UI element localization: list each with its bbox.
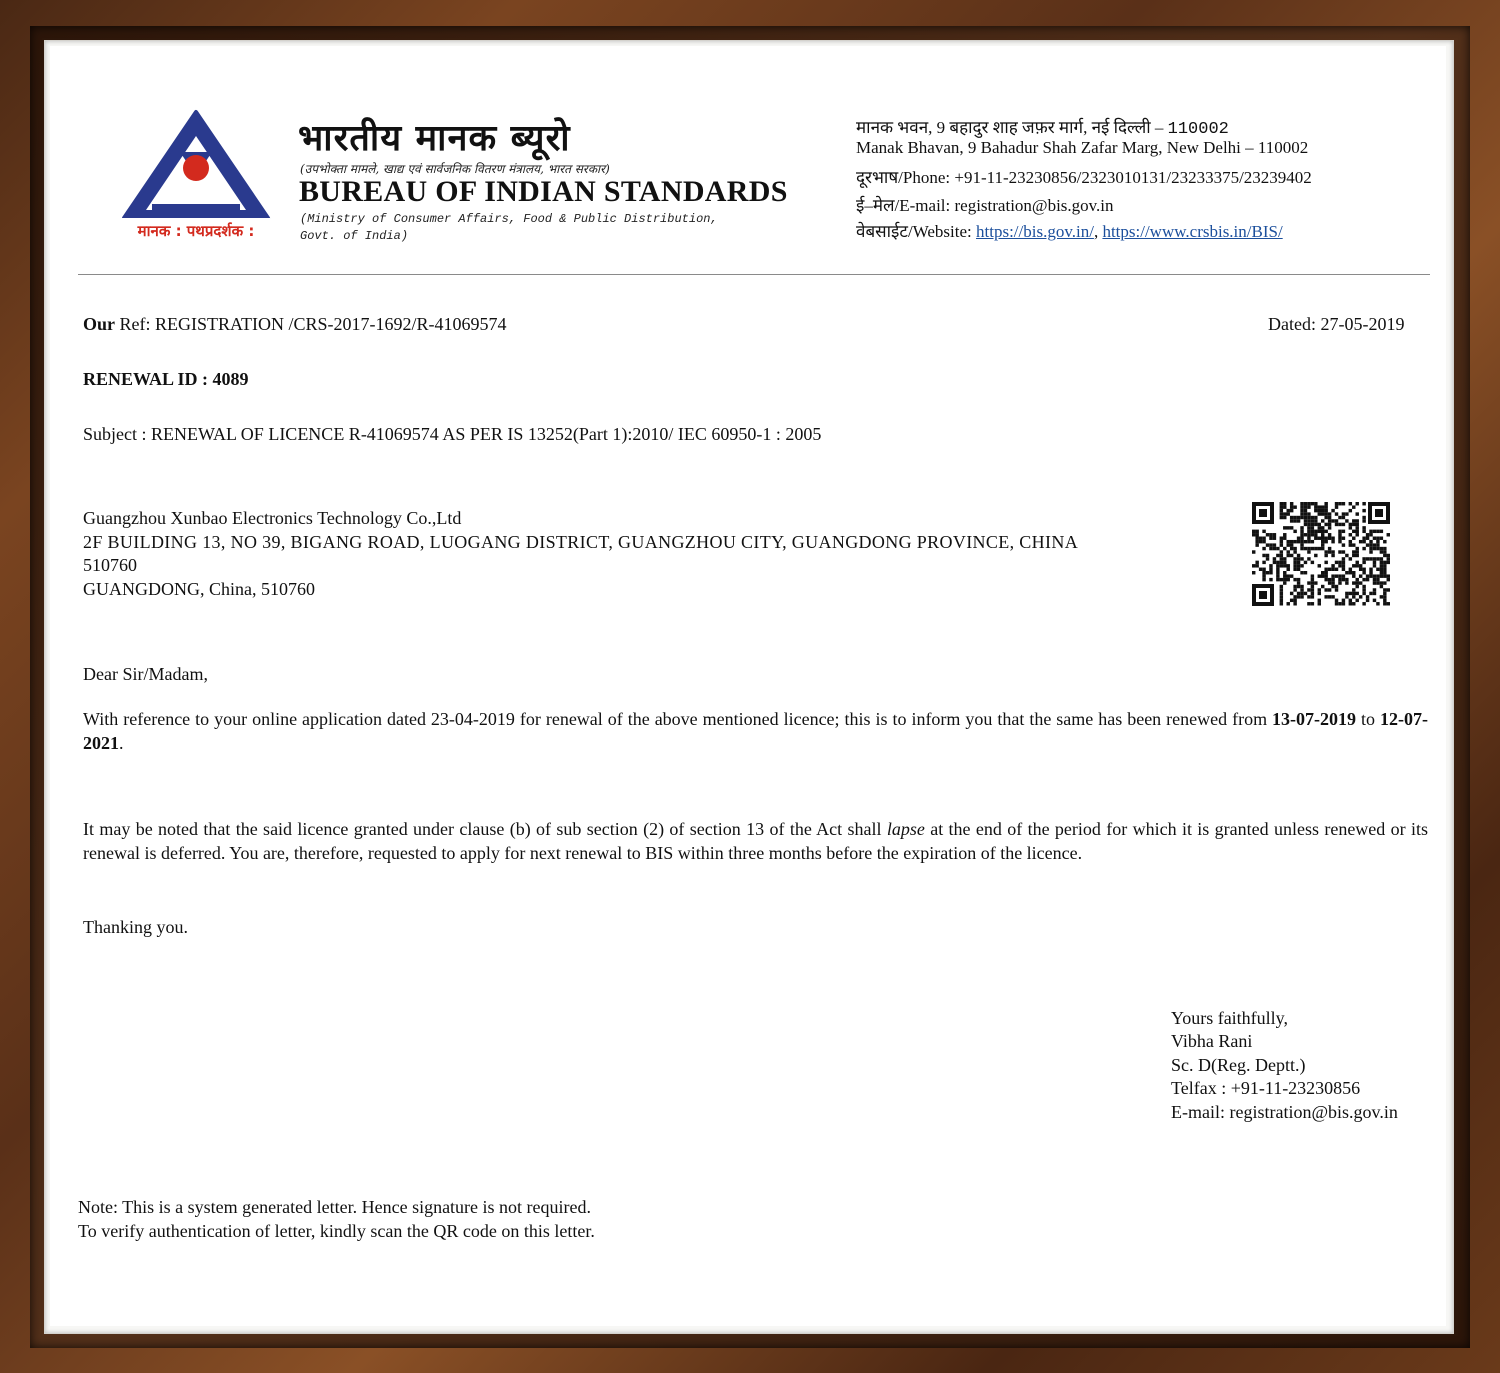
paragraph-lapse-text-2: at the end of the period for which it is granted unless renewed or its renewal is deferred. You are, therefore, requested to apply for next renewal to BIS within three months before the expiration of the licence. (83, 819, 1429, 863)
recipient-address-line1: 2F BUILDING 13, NO 39, BIGANG ROAD, LUOGANG DISTRICT, GUANGZHOU CITY, GUANGDONG PROVINCE, CHINA (83, 532, 1079, 552)
renewal-id: RENEWAL ID : 4089 (83, 369, 249, 389)
renewal-from-date: 13-07-2019 (1272, 709, 1357, 729)
website-link-bis[interactable]: https://bis.gov.in/ (976, 222, 1094, 241)
signatory-name: Vibha Rani (1171, 1031, 1253, 1051)
note-line-2: To verify authentication of letter, kindly scan the QR code on this letter. (78, 1221, 595, 1241)
email-line (856, 193, 1114, 216)
recipient-address-line3: GUANGDONG, China, 510760 (83, 579, 315, 599)
website-separator: , (1093, 222, 1103, 241)
phone-line (856, 165, 1312, 188)
logo-motto: मानक : पथप्रदर्शक : (137, 222, 255, 240)
paragraph-lapse-text-1: It may be noted that the said licence granted under clause (b) of sub section (2) of section 13 of the Act shall (83, 819, 887, 839)
renewal-to-date: 12-07-2021 (83, 709, 1428, 753)
renewal-to-word: to (1356, 709, 1380, 729)
website-line (856, 219, 1283, 242)
thanks-line: Thanking you. (83, 917, 188, 937)
lapse-word: lapse (886, 819, 925, 839)
header-divider (78, 274, 1430, 275)
letter-date: Dated: 27-05-2019 (1268, 314, 1405, 334)
note-line-1: Note: This is a system generated letter. Hence signature is not required. (78, 1197, 592, 1217)
salutation: Dear Sir/Madam, (83, 664, 208, 684)
reference-line (83, 314, 507, 335)
signatory-email: E-mail: registration@bis.gov.in (1171, 1102, 1398, 1122)
paragraph-lapse-notice (83, 817, 1428, 865)
ministry-line-1: (Ministry of Consumer Affairs, Food & Public Distribution, (300, 212, 718, 226)
bis-logo (120, 106, 272, 246)
address-hindi-pin: 110002 (1167, 120, 1229, 139)
ministry-english (300, 211, 718, 245)
recipient-company: Guangzhou Xunbao Electronics Technology Co.,Ltd (83, 508, 462, 528)
reference-our: Our (83, 314, 116, 334)
email-value: registration@bis.gov.in (954, 196, 1114, 215)
paragraph-renewal-text: With reference to your online application dated 23-04-2019 for renewal of the above mentioned licence; this is to inform you that the same has been renewed from (83, 709, 1273, 729)
phone-value: +91-11-23230856/2323010131/23233375/23239402 (954, 168, 1312, 187)
address-hindi-text: मानक भवन, 9 बहादुर शाह जफ़र मार्ग, नई दिल्ली – (856, 118, 1168, 137)
org-name-english: BUREAU OF INDIAN STANDARDS (299, 175, 788, 208)
qr-code (1252, 502, 1390, 606)
org-name-hindi: भारतीय मानक ब्यूरो (298, 117, 571, 159)
address-hindi (856, 115, 1229, 139)
paragraph-renewal (83, 707, 1428, 755)
signatory-designation: Sc. D(Reg. Deptt.) (1171, 1055, 1306, 1075)
website-label: वेबसाईट/Website: (856, 222, 977, 241)
address-english: Manak Bhavan, 9 Bahadur Shah Zafar Marg, New Delhi – 110002 (856, 138, 1309, 157)
phone-label: दूरभाष/Phone: (856, 168, 955, 187)
subject-line: Subject : RENEWAL OF LICENCE R-41069574 AS PER IS 13252(Part 1):2010/ IEC 60950-1 : 2005 (83, 424, 822, 444)
ministry-hindi: (उपभोक्ता मामले, खाद्य एवं सार्वजनिक वितरण मंत्रालय, भारत सरकार) (300, 162, 610, 176)
closing-line: Yours faithfully, (1171, 1008, 1289, 1028)
ministry-line-2: Govt. of India) (300, 229, 409, 243)
paragraph-renewal-end: . (119, 733, 124, 753)
signatory-telfax: Telfax : +91-11-23230856 (1171, 1078, 1361, 1098)
recipient-address-line2: 510760 (83, 555, 137, 575)
email-label: ई–मेल/E-mail: (856, 196, 955, 215)
reference-number: Ref: REGISTRATION /CRS-2017-1692/R-41069574 (115, 314, 507, 334)
website-link-crsbis[interactable]: https://www.crsbis.in/BIS/ (1102, 222, 1283, 241)
